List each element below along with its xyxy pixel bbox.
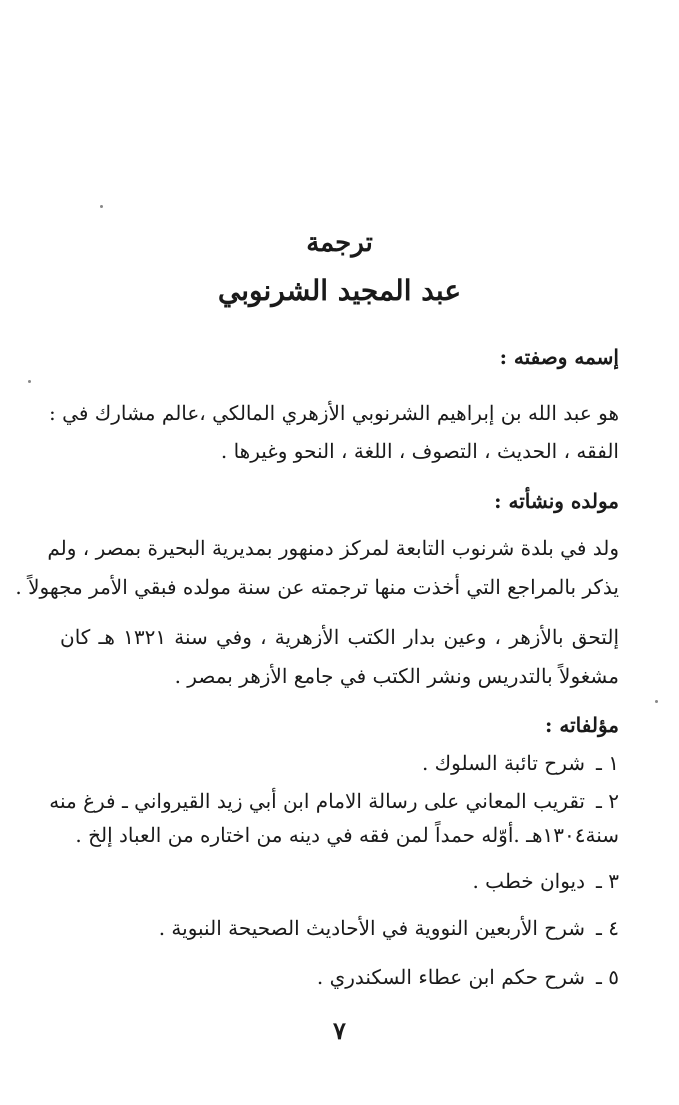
paragraph-line: الفقه ، الحديث ، التصوف ، اللغة ، النحو وغيرها . [220,439,619,463]
section-heading-works: مؤلفاته : [545,713,619,737]
list-item [60,748,619,778]
section-heading-birth: مولده ونشأته : [494,489,619,513]
list-item [60,913,619,943]
scan-speck [100,205,103,208]
scan-speck [28,380,31,383]
section-heading-name: إسمه وصفته : [499,345,619,369]
paragraph-line: إلتحق بالأزهر ، وعين بدار الكتب الأزهرية ، وفي سنة ١٣٢١ هـ كان [60,625,619,649]
list-item-text: شرح الأربعين النووية في الأحاديث الصحيحة النبوية . [158,916,585,940]
list-item [49,786,619,816]
list-item [60,820,619,850]
list-item [60,866,619,896]
list-item-text: شرح تائبة السلوك . [421,751,585,775]
list-item-number: ٥ ـ [596,965,619,989]
list-item-text: سنة١٣٠٤هـ .أوّله حمداً لمن فقه في دينه من اختاره من العباد إلخ . [75,823,619,847]
page-title-name: عبد المجيد الشرنوبي [217,274,462,307]
scan-speck [655,700,658,703]
list-item-text: شرح حكم ابن عطاء السكندري . [316,965,585,989]
paragraph-line: مشغولاً بالتدريس ونشر الكتب في جامع الأزهر بمصر . [174,664,619,688]
list-item-text: تقريب المعاني على رسالة الامام ابن أبي زيد القيرواني ـ فرغ منه [49,789,585,813]
list-item-number: ٣ ـ [596,869,619,893]
paragraph-line: يذكر بالمراجع التي أخذت منها ترجمته عن سنة مولده فبقي الأمر مجهولاً . [15,575,619,599]
list-item-number: ١ ـ [596,751,619,775]
paragraph-line: هو عبد الله بن إبراهيم الشرنوبي الأزهري المالكي ،عالم مشارك في : [49,401,619,425]
list-item-number: ٢ ـ [596,789,619,813]
page-title-label: ترجمة [306,228,373,258]
list-item-text: ديوان خطب . [472,869,585,893]
list-item [60,962,619,992]
paragraph-line: ولد في بلدة شرنوب التابعة لمركز دمنهور بمديرية البحيرة بمصر ، ولم [47,536,619,560]
page-number: ٧ [333,1016,346,1045]
list-item-number: ٤ ـ [596,916,619,940]
